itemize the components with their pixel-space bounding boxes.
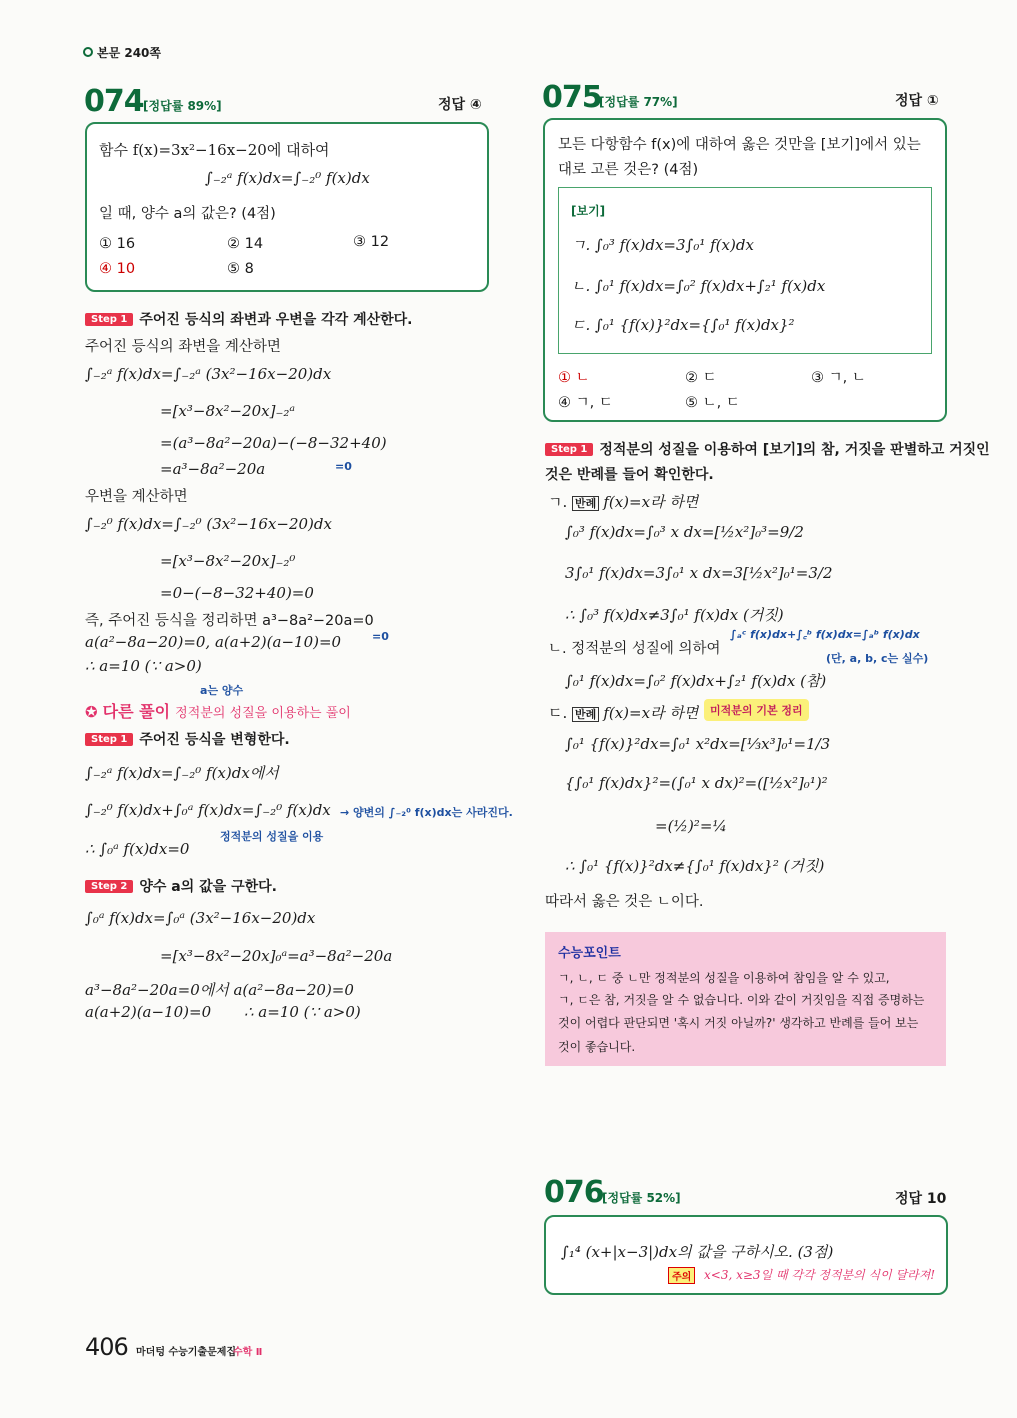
solution-line: 즉, 주어진 등식을 정리하면 a³−8a²−20a=0 xyxy=(85,613,374,629)
choice-3[interactable]: ③ ㄱ, ㄴ xyxy=(811,370,866,386)
correct-rate: [정답률 89%] xyxy=(143,99,222,113)
solution-line: =a³−8a²−20a xyxy=(160,460,266,478)
bogi-label: [보기] xyxy=(571,204,606,218)
solution-line: ∫₋₂ᵃ f(x)dx=∫₋₂⁰ f(x)dx에서 xyxy=(85,764,279,782)
problem-number: 076 xyxy=(544,1175,604,1210)
point-line: ㄱ, ㄴ, ㄷ 중 ㄴ만 정적분의 성질을 이용하여 참임을 알 수 있고, xyxy=(558,971,890,985)
solution-line: 주어진 등식의 좌변을 계산하면 xyxy=(85,339,281,355)
note-condition: (단, a, b, c는 실수) xyxy=(826,652,929,665)
conclusion: 따라서 옳은 것은 ㄴ이다. xyxy=(545,894,704,910)
problem-box xyxy=(543,118,947,422)
choice-5[interactable]: ⑤ 8 xyxy=(227,261,254,277)
problem-line: ∫₁⁴ (x+|x−3|)dx의 값을 구하시오. (3점) xyxy=(561,1243,834,1261)
solution-line xyxy=(548,702,698,723)
choice-2[interactable]: ② ㄷ xyxy=(685,370,717,386)
problem-line: 함수 f(x)=3x²−16x−20에 대하여 xyxy=(99,141,330,159)
solution-line: =0−(−8−32+40)=0 xyxy=(160,584,314,602)
alt-title: 다른 풀이 xyxy=(102,702,171,721)
book-title: 마더텅 수능기출문제집 xyxy=(136,1347,237,1358)
problem-line: 일 때, 양수 a의 값은? (4점) xyxy=(99,206,276,222)
solution-line: ㄴ. 정적분의 성질에 의하여 xyxy=(548,641,721,657)
bogi-item: ㄴ. ∫₀¹ f(x)dx=∫₀² f(x)dx+∫₂¹ f(x)dx xyxy=(571,277,826,295)
solution-line: a³−8a²−20a=0에서 a(a²−8a−20)=0 xyxy=(85,981,354,999)
step-title: 정적분의 성질을 이용하여 [보기]의 참, 거짓을 판별하고 거짓인 xyxy=(599,442,990,458)
point-line: 것이 좋습니다. xyxy=(558,1040,636,1054)
problem-line: 대로 고른 것은? (4점) xyxy=(558,162,699,178)
choice-1-checked[interactable]: ① ㄴ xyxy=(558,370,590,386)
page-number: 406 xyxy=(85,1333,128,1361)
problem-box xyxy=(544,1215,948,1295)
choice-2[interactable]: ② 14 xyxy=(227,236,264,252)
solution-line: ∫₋₂ᵃ f(x)dx=∫₋₂ᵃ (3x²−16x−20)dx xyxy=(85,365,332,383)
counterexample-text: f(x)=x라 하면 xyxy=(603,493,699,511)
point-line: 것이 어렵다 판단되면 '혹시 거짓 아닐까?' 생각하고 반례를 들어 보는 xyxy=(558,1016,919,1030)
solution-line: ∴ ∫₀³ f(x)dx≠3∫₀¹ f(x)dx (거짓) xyxy=(565,606,784,624)
choice-1[interactable]: ① 16 xyxy=(99,236,136,252)
problem-number: 074 xyxy=(84,84,144,119)
item-label: ㄱ. xyxy=(548,493,568,511)
counterexample-tag: 반례 xyxy=(572,707,599,722)
ref-text: 본문 240쪽 xyxy=(97,46,162,60)
choice-3[interactable]: ③ 12 xyxy=(353,234,390,250)
step-title: 양수 a의 값을 구한다. xyxy=(139,879,277,895)
solution-line: ∫₀ᵃ f(x)dx=∫₀ᵃ (3x²−16x−20)dx xyxy=(85,909,316,927)
item-label: ㄷ. xyxy=(548,704,568,722)
choice-4-checked[interactable]: ④ 10 xyxy=(99,261,136,277)
solution-line: =(a³−8a²−20a)−(−8−32+40) xyxy=(160,434,387,452)
solution-line: ∫₋₂⁰ f(x)dx=∫₋₂⁰ (3x²−16x−20)dx xyxy=(85,515,332,533)
step-1-heading xyxy=(85,309,413,329)
solution-line: =[x³−8x²−20x]₋₂ᵃ xyxy=(160,402,296,420)
step-1-heading xyxy=(545,439,990,459)
subject: 수학 Ⅱ xyxy=(233,1347,263,1358)
solution-line: ∫₀³ f(x)dx=∫₀³ x dx=[½x²]₀³=9/2 xyxy=(565,523,804,541)
bogi-item: ㄷ. ∫₀¹ {f(x)}²dx={∫₀¹ f(x)dx}² xyxy=(571,316,795,334)
solution-line: ∫₀¹ {f(x)}²dx=∫₀¹ x²dx=[⅓x³]₀¹=1/3 xyxy=(565,735,831,753)
caution-text: x<3, x≥3일 때 각각 정적분의 식이 달라져! xyxy=(704,1268,936,1282)
solution-line: 3∫₀¹ f(x)dx=3∫₀¹ x dx=3[½x²]₀¹=3/2 xyxy=(565,564,833,582)
bogi-item: ㄱ. ∫₀³ f(x)dx=3∫₀¹ f(x)dx xyxy=(571,236,754,254)
answer: 정답 10 xyxy=(895,1191,947,1207)
choice-4[interactable]: ④ ㄱ, ㄷ xyxy=(558,395,613,411)
note-equals-zero: =0 xyxy=(335,460,352,473)
note-positive: a는 양수 xyxy=(200,684,244,697)
solution-line: ∫₀¹ f(x)dx=∫₀² f(x)dx+∫₂¹ f(x)dx (참) xyxy=(565,672,827,690)
point-title: 수능포인트 xyxy=(558,946,621,961)
solution-line: {∫₀¹ f(x)dx}²=(∫₀¹ x dx)²=([½x²]₀¹)² xyxy=(565,774,828,792)
problem-equation: ∫₋₂ᵃ f(x)dx=∫₋₂⁰ f(x)dx xyxy=(205,169,370,187)
correct-rate: [정답률 77%] xyxy=(599,95,678,109)
choice-5[interactable]: ⑤ ㄴ, ㄷ xyxy=(685,395,740,411)
solution-line: ∫₋₂⁰ f(x)dx+∫₀ᵃ f(x)dx=∫₋₂⁰ f(x)dx xyxy=(85,801,331,819)
note-equals-zero: =0 xyxy=(372,630,389,643)
problem-box xyxy=(85,122,489,292)
answer: 정답 ④ xyxy=(438,97,482,113)
step-badge: Step 1 xyxy=(85,733,133,746)
step-badge: Step 1 xyxy=(85,313,133,326)
counterexample-text: f(x)=x라 하면 xyxy=(603,704,699,722)
solution-line: =[x³−8x²−20x]₀ᵃ=a³−8a²−20a xyxy=(160,947,393,965)
caution-tag: 주의 xyxy=(668,1267,695,1284)
note-property: 정적분의 성질을 이용 xyxy=(220,830,324,843)
alt-subtitle: 정적분의 성질을 이용하는 풀이 xyxy=(175,706,351,721)
note-cancel: → 양변의 ∫₋₂⁰ f(x)dx는 사라진다. xyxy=(340,806,513,819)
step-badge: Step 1 xyxy=(545,443,593,456)
alt-solution-heading xyxy=(85,699,351,722)
answer: 정답 ① xyxy=(895,93,939,109)
solution-line: 우변을 계산하면 xyxy=(85,489,188,505)
solution-line: ∴ a=10 (∵ a>0) xyxy=(244,1003,361,1021)
theorem-tag: 미적분의 기본 정리 xyxy=(704,699,809,721)
page-reference xyxy=(83,44,161,61)
suneung-point-box xyxy=(545,932,946,1066)
solution-line: ∴ ∫₀ᵃ f(x)dx=0 xyxy=(85,840,190,858)
solution-line: =(½)²=¼ xyxy=(655,817,727,835)
solution-line: ∴ ∫₀¹ {f(x)}²dx≠{∫₀¹ f(x)dx}² (거짓) xyxy=(565,857,825,875)
point-line: ㄱ, ㄷ은 참, 거짓을 알 수 없습니다. 이와 같이 거짓임을 직접 증명하는 xyxy=(558,993,925,1007)
alt-step-1 xyxy=(85,729,290,749)
solution-line: =[x³−8x²−20x]₋₂⁰ xyxy=(160,552,296,570)
step-title: 주어진 등식의 좌변과 우변을 각각 계산한다. xyxy=(139,312,413,328)
solution-line: a(a²−8a−20)=0, a(a+2)(a−10)=0 xyxy=(85,633,342,651)
circle-bullet-icon xyxy=(83,47,93,57)
note-property: ∫ₐᶜ f(x)dx+∫꜀ᵇ f(x)dx=∫ₐᵇ f(x)dx xyxy=(730,628,920,641)
step-badge: Step 2 xyxy=(85,880,133,893)
solution-line xyxy=(548,491,698,512)
alt-step-2 xyxy=(85,876,277,896)
solution-line: ∴ a=10 (∵ a>0) xyxy=(85,657,202,675)
step-title: 것은 반례를 들어 확인한다. xyxy=(545,467,714,483)
correct-rate: [정답률 52%] xyxy=(602,1191,681,1205)
counterexample-tag: 반례 xyxy=(572,496,599,511)
star-icon: ✪ xyxy=(85,703,98,721)
bogi-box xyxy=(558,187,932,354)
problem-number: 075 xyxy=(542,80,602,115)
solution-line: a(a+2)(a−10)=0 xyxy=(85,1003,212,1021)
step-title: 주어진 등식을 변형한다. xyxy=(139,732,290,748)
problem-line: 모든 다항함수 f(x)에 대하여 옳은 것만을 [보기]에서 있는 xyxy=(558,137,921,153)
